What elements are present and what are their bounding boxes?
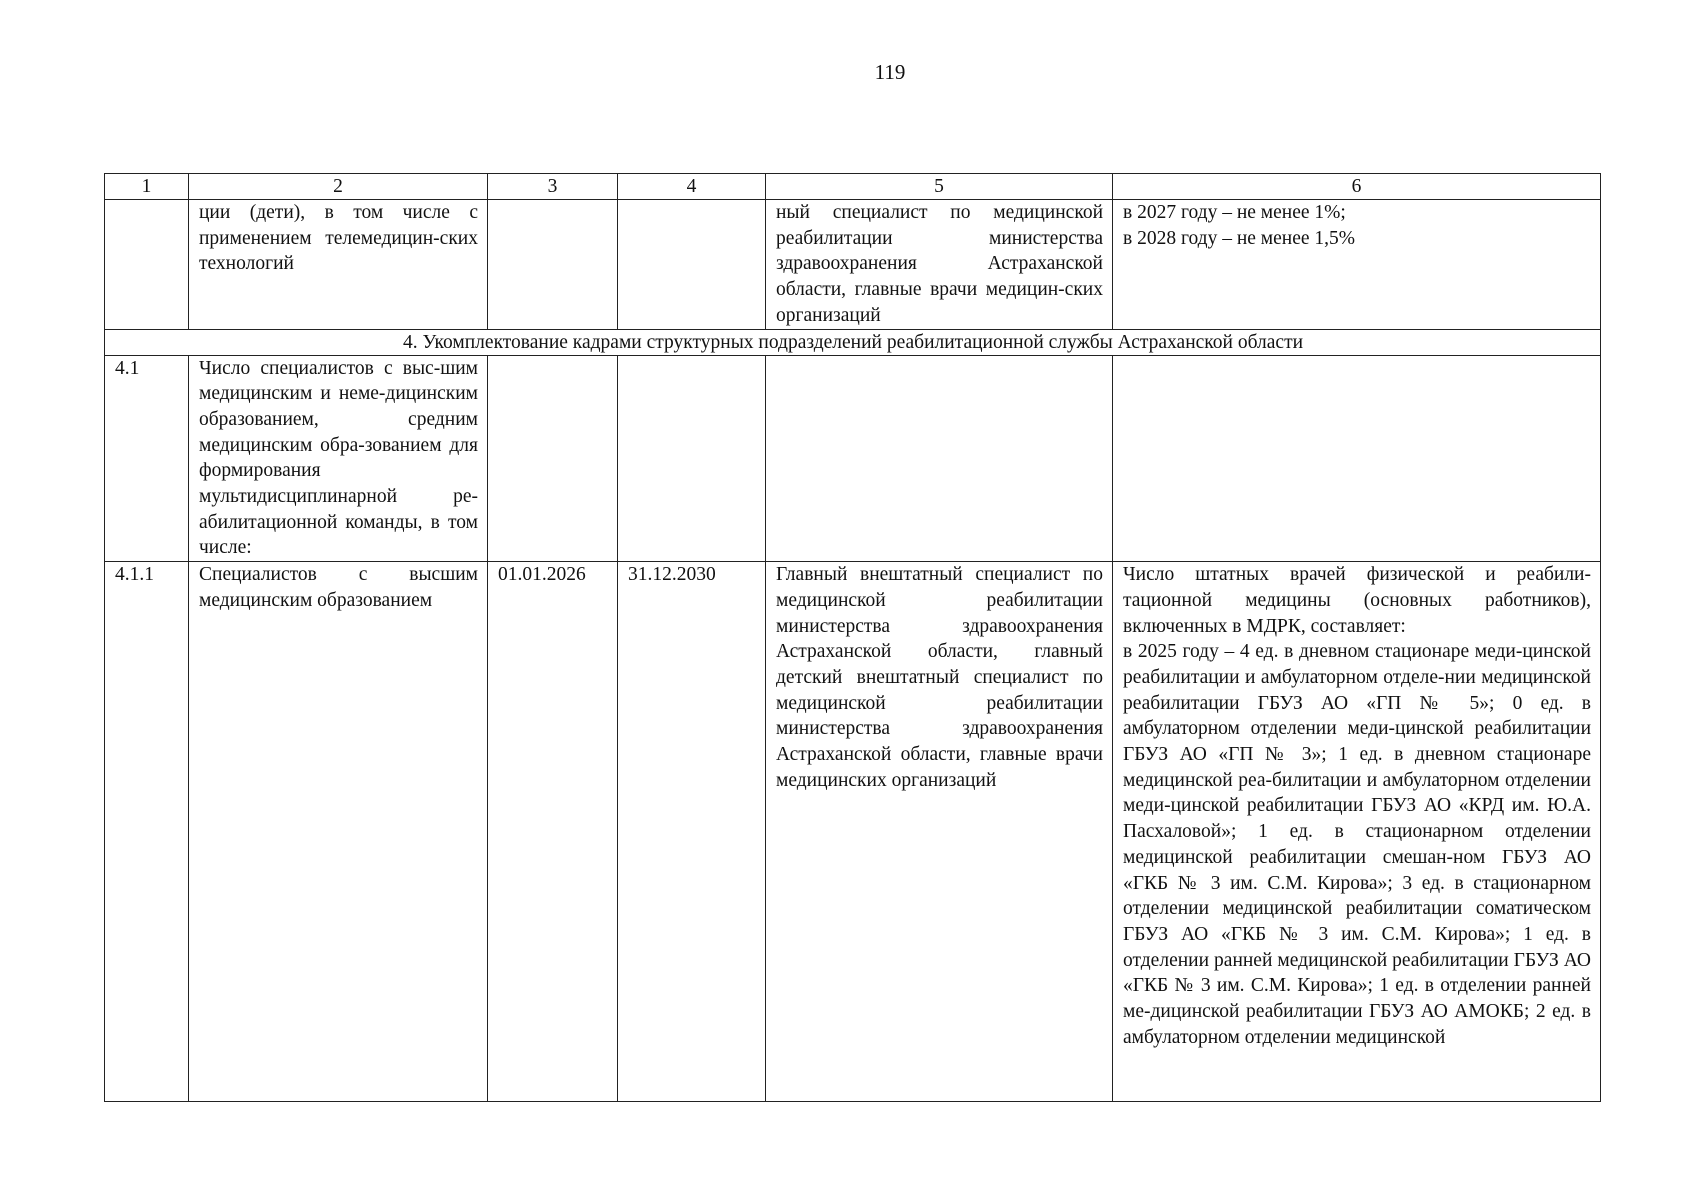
result-line-2027: в 2027 году – не менее 1%; <box>1123 202 1346 223</box>
header-cell-4: 4 <box>618 174 766 200</box>
cell-number: 4.1 <box>105 355 189 562</box>
cell-end-date: 31.12.2030 <box>618 562 766 1102</box>
document-table <box>104 173 1601 1102</box>
cell-responsible <box>766 200 1113 330</box>
table-row-continuation <box>105 200 1601 330</box>
header-cell-6: 6 <box>1113 174 1601 200</box>
cell-start-date <box>488 355 618 562</box>
cell-activity-text: Число специалистов с выс-шим медицинским и неме-дицинским образованием, средним медицинским обра-зованием для формирования мультидисциплинарной ре-абилитационной команды, в том числе: <box>199 357 478 559</box>
header-cell-2: 2 <box>189 174 488 200</box>
result-intro: Число штатных врачей физической и реабили-тационной медицины (основных работников), включенных в МДРК, составляет: <box>1123 564 1591 637</box>
section-row <box>105 329 1601 355</box>
cell-activity-text: ции (дети), в том числе с применением телемедицин-ских технологий <box>199 202 478 275</box>
cell-responsible <box>766 355 1113 562</box>
table-header-row <box>105 174 1601 200</box>
header-cell-1: 1 <box>105 174 189 200</box>
section-title: 4. Укомплектование кадрами структурных подразделений реабилитационной службы Астраханской области <box>105 329 1601 355</box>
cell-activity <box>189 562 488 1102</box>
header-cell-5: 5 <box>766 174 1113 200</box>
cell-result <box>1113 562 1601 1102</box>
cell-activity <box>189 355 488 562</box>
result-line-2028: в 2028 году – не менее 1,5% <box>1123 227 1356 249</box>
page-number: 119 <box>874 60 906 84</box>
cell-responsible-text: ный специалист по медицинской реабилитации министерства здравоохранения Астраханской области, главные врачи медицин-ских организаций <box>776 202 1103 326</box>
table-row-4-1 <box>105 355 1601 562</box>
cell-responsible-text: Главный внештатный специалист по медицинской реабилитации министерства здравоохранения Астраханской области, главный детский внештатный специалист по медицинской реабилитации министерства здравоохранения Астраханской области, главные врачи медицинских организаций <box>776 564 1103 791</box>
cell-end-date <box>618 355 766 562</box>
cell-responsible <box>766 562 1113 1102</box>
cell-number: 4.1.1 <box>105 562 189 1102</box>
cell-start-date: 01.01.2026 <box>488 562 618 1102</box>
cell-result <box>1113 355 1601 562</box>
cell-result <box>1113 200 1601 330</box>
result-body: в 2025 году – 4 ед. в дневном стационаре меди-цинской реабилитации и амбулаторном отделе-нии медицинской реабилитации ГБУЗ АО «ГП № 5»; 0 ед. в амбулаторном отделении меди-цинской реабилитации ГБУЗ АО «ГП № 3»; 1 ед. в дневном стационаре медицинской реа-билитации и амбулаторном отделении меди-цинской реабилитации ГБУЗ АО «КРД им. Ю.А. Пасхаловой»; 1 ед. в стационарном отделении медицинской реабилитации смешан-ном ГБУЗ АО «ГКБ № 3 им. С.М. Кирова»; 3 ед. в стационарном отделении медицинской реабилитации соматическом ГБУЗ АО «ГКБ № 3 им. С.М. Кирова»; 1 ед. в отделении ранней медицинской реабилитации ГБУЗ АО «ГКБ № 3 им. С.М. Кирова»; 1 ед. в отделении ранней ме-дицинской реабилитации ГБУЗ АО АМОКБ; 2 ед. в амбулаторном отделении медицинской <box>1123 641 1591 1048</box>
cell-end-date <box>618 200 766 330</box>
cell-activity <box>189 200 488 330</box>
cell-number <box>105 200 189 330</box>
header-cell-3: 3 <box>488 174 618 200</box>
cell-activity-text: Специалистов с высшим медицинским образованием <box>199 564 478 611</box>
table-row-4-1-1 <box>105 562 1601 1102</box>
cell-start-date <box>488 200 618 330</box>
